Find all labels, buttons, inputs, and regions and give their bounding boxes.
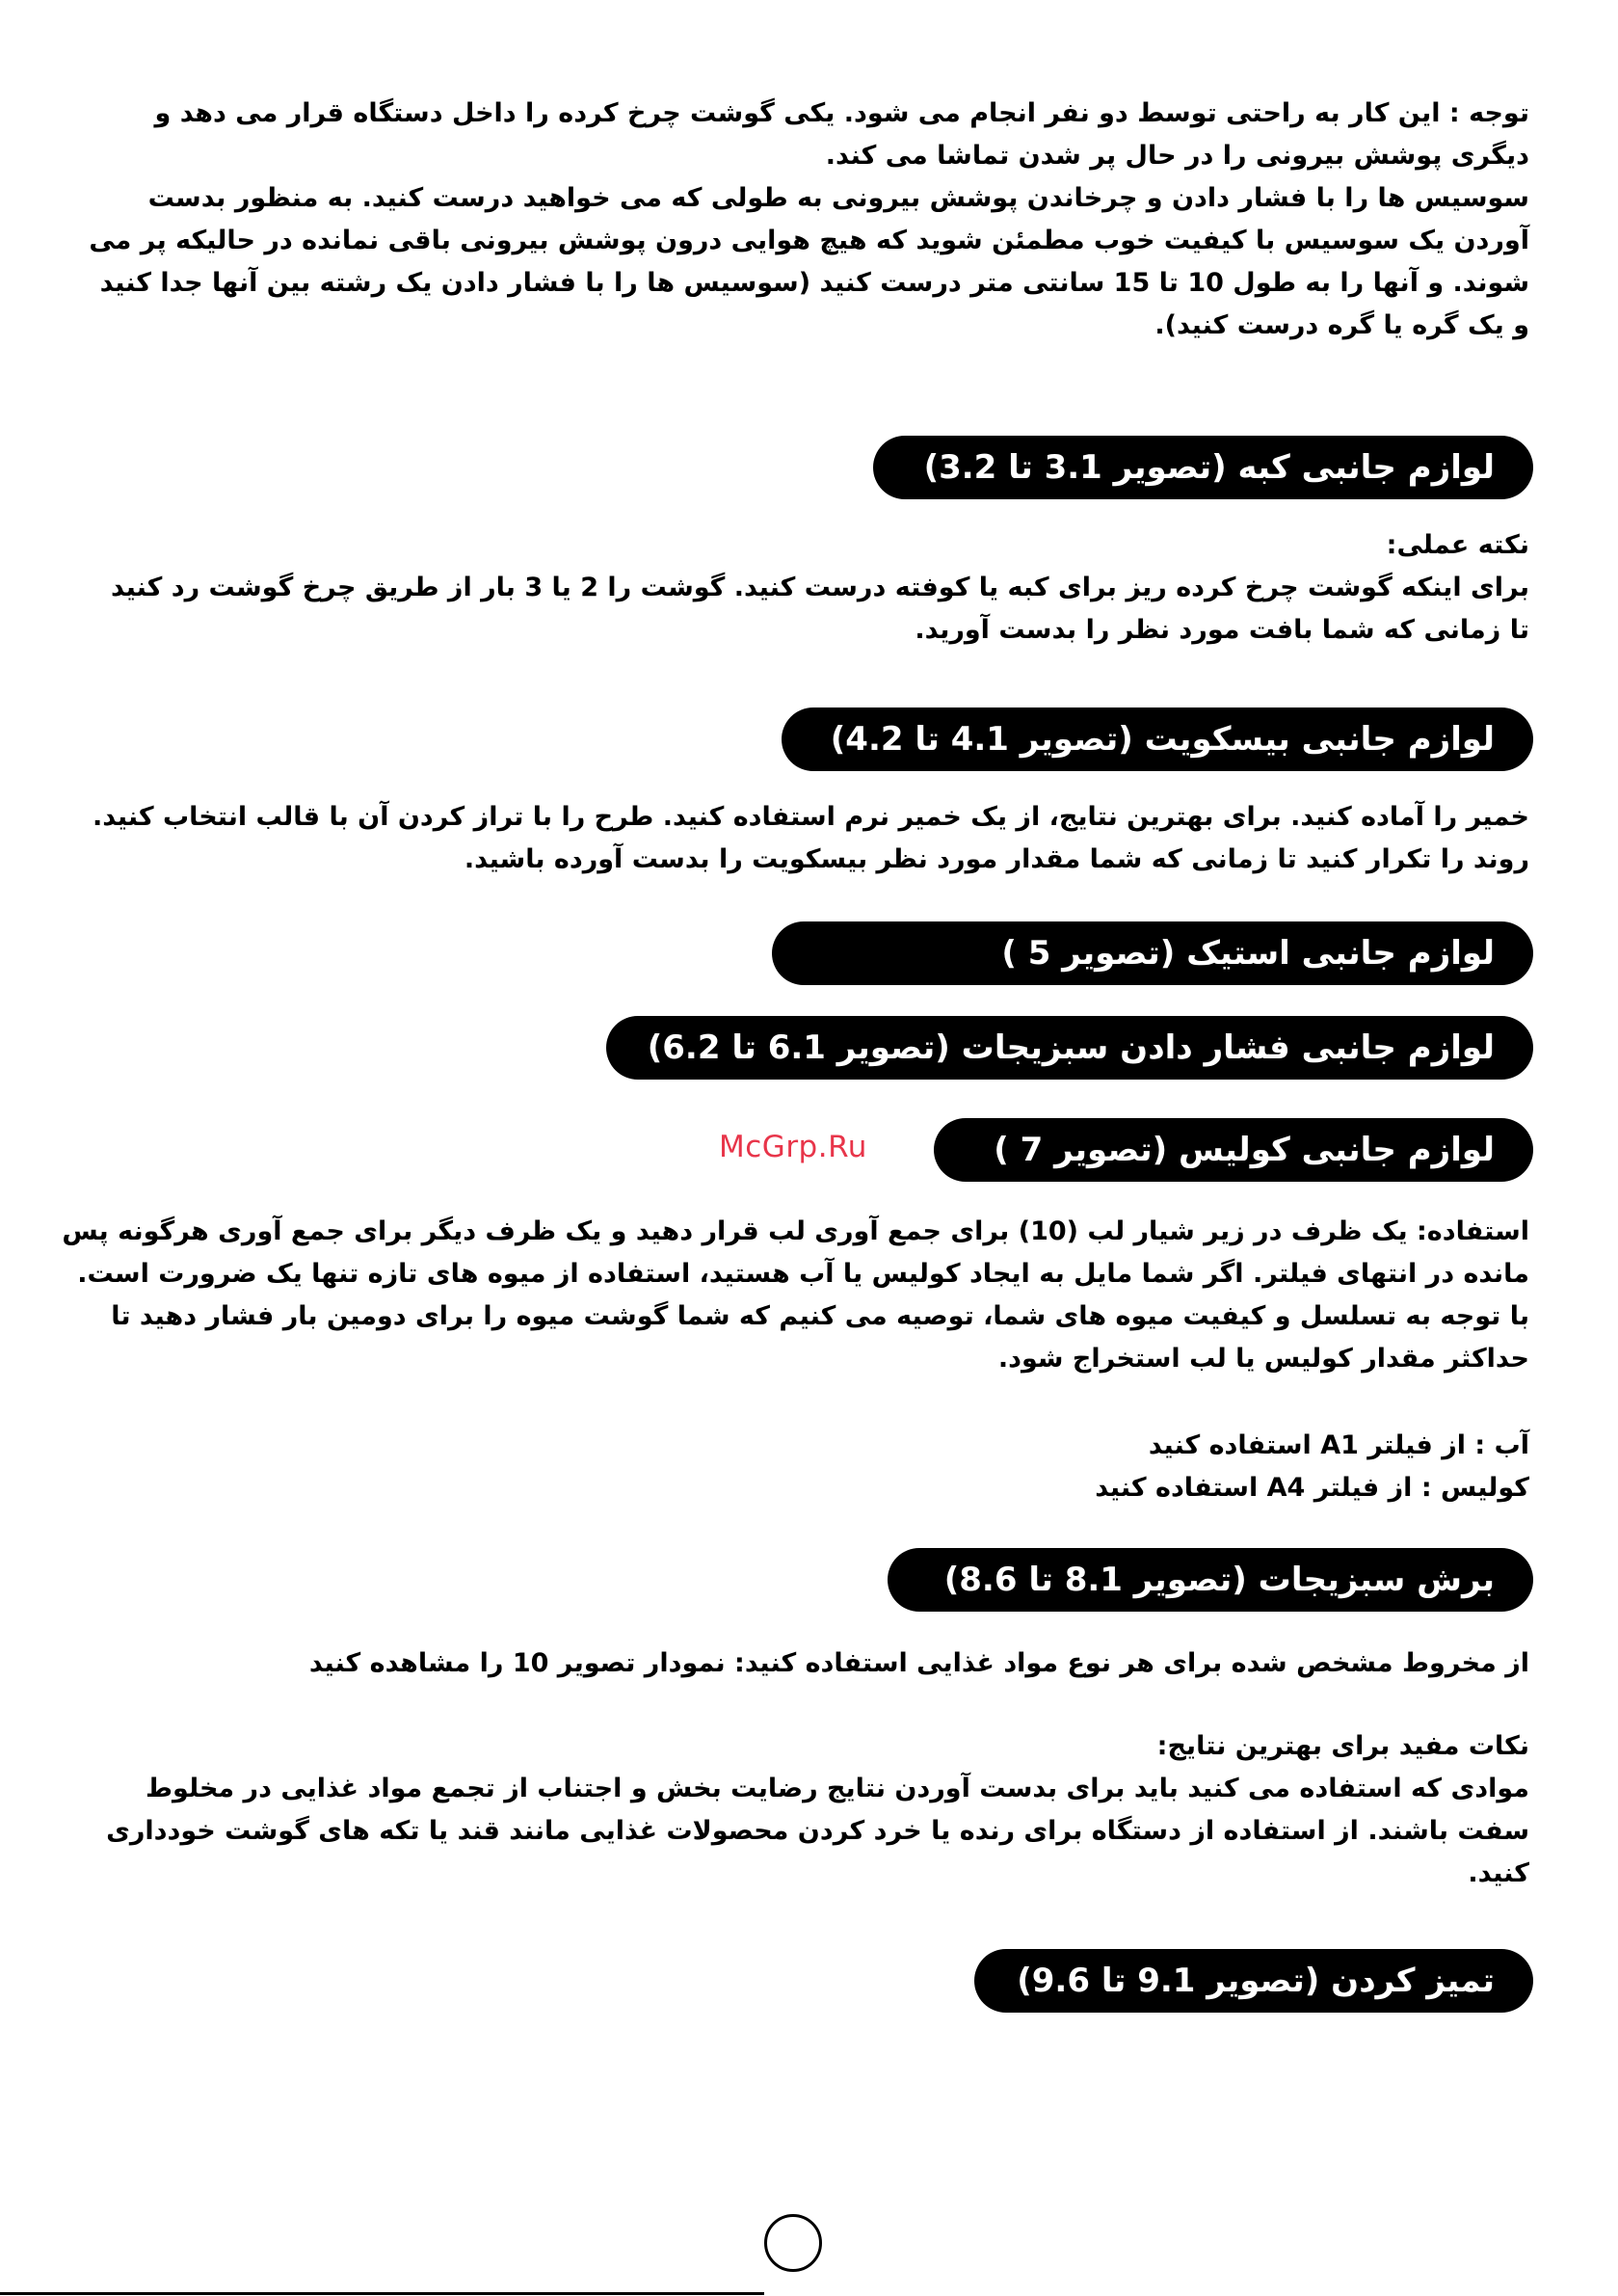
intro-note: توجه : این کار به راحتی توسط دو نفر انجام می شود. یکی گوشت چرخ کرده را داخل دستگاه قرار می دهد و دیگری پوشش بیرونی را در حال پر شدن تماشا می کند. xyxy=(154,98,1529,171)
biscuit-body: خمیر را آماده کنید. برای بهترین نتایج، از یک خمیر نرم استفاده کنید. طرح را با تراز کردن آن با قالب انتخاب کنید. روند را تکرار کنید تا زمانی که شما مقدار مورد نظر بیسکویت را بدست آورده باشید. xyxy=(93,802,1529,874)
section-heading-kebbe: لوازم جانبی کبه (تصویر 3.1 تا 3.2) xyxy=(873,436,1533,499)
watermark: McGrp.Ru xyxy=(719,1130,867,1164)
intro-paragraph xyxy=(84,93,1529,347)
section-heading-steak: لوازم جانبی استیک (تصویر 5 ) xyxy=(772,921,1533,985)
kebbe-subheading: نکته عملی: xyxy=(1386,530,1529,560)
kebbe-tip-text: برای اینکه گوشت چرخ کرده ریز برای کبه یا کوفته درست کنید. گوشت را 2 یا 3 بار از طریق چرخ گوشت رد کنید تا زمانی که شما بافت مورد نظر را بدست آورید. xyxy=(111,573,1529,645)
section-heading-vegetable-press: لوازم جانبی فشار دادن سبزیجات (تصویر 6.1 تا 6.2) xyxy=(606,1016,1533,1080)
coulis-filter-notes xyxy=(84,1425,1529,1509)
coulis-note-juice: آب : از فیلتر A1 استفاده کنید xyxy=(1148,1430,1529,1460)
section-heading-slicing: برش سبزیجات (تصویر 8.1 تا 8.6) xyxy=(888,1548,1533,1612)
slicing-tips xyxy=(84,1725,1529,1895)
intro-sausage-instructions: سوسیس ها را با فشار دادن و چرخاندن پوشش بیرونی به طولی که می خواهید درست کنید. به منظور بدست آوردن یک سوسیس با کیفیت خوب مطمئن شوید که هیچ هوایی درون پوشش بیرونی باقی نمانده در حالیکه پر می شوند. و آنها را به طول 10 تا 15 سانتی متر درست کنید (سوسیس ها را با فشار دادن یک رشته بین آنها جدا کنید و یک گره یا گره درست کنید). xyxy=(89,183,1529,340)
bottom-divider xyxy=(0,2292,764,2295)
section-heading-biscuit: لوازم جانبی بیسکویت (تصویر 4.1 تا 4.2) xyxy=(782,707,1533,771)
coulis-body: استفاده: یک ظرف در زیر شیار لب (10) برای جمع آوری لب قرار دهید و یک ظرف دیگر برای جمع آوری هرگونه پس مانده در انتهای فیلتر. اگر شما مایل به ایجاد کولیس یا آب هستید، استفاده از میوه های تازه تنها یک ضرورت است. با توجه به تسلسل و کیفیت میوه های شما، توصیه می کنیم که شما گوشت میوه را برای دومین بار فشار دهید تا حداکثر مقدار کولیس یا لب استخراج شود. xyxy=(62,1216,1529,1374)
slicing-body: از مخروط مشخص شده برای هر نوع مواد غذایی استفاده کنید: نمودار تصویر 10 را مشاهده کنید xyxy=(308,1648,1529,1678)
section-heading-cleaning: تمیز کردن (تصویر 9.1 تا 9.6) xyxy=(974,1949,1533,2013)
slicing-tips-title: نکات مفید برای بهترین نتایج: xyxy=(1156,1731,1529,1761)
coulis-note-coulis: کولیس : از فیلتر A4 استفاده کنید xyxy=(1095,1473,1529,1503)
page-number-circle xyxy=(764,2214,822,2272)
section-heading-coulis: لوازم جانبی کولیس (تصویر 7 ) xyxy=(934,1118,1533,1182)
slicing-tips-body: موادی که استفاده می کنید باید برای بدست آوردن نتایج رضایت بخش و اجتناب از تجمع مواد غذایی در مخلوط سفت باشند. از استفاده از دستگاه برای رنده یا خرد کردن محصولات غذایی مانند قند یا تکه های گوشت خودداری کنید. xyxy=(106,1774,1529,1888)
kebbe-section-body xyxy=(84,524,1529,652)
